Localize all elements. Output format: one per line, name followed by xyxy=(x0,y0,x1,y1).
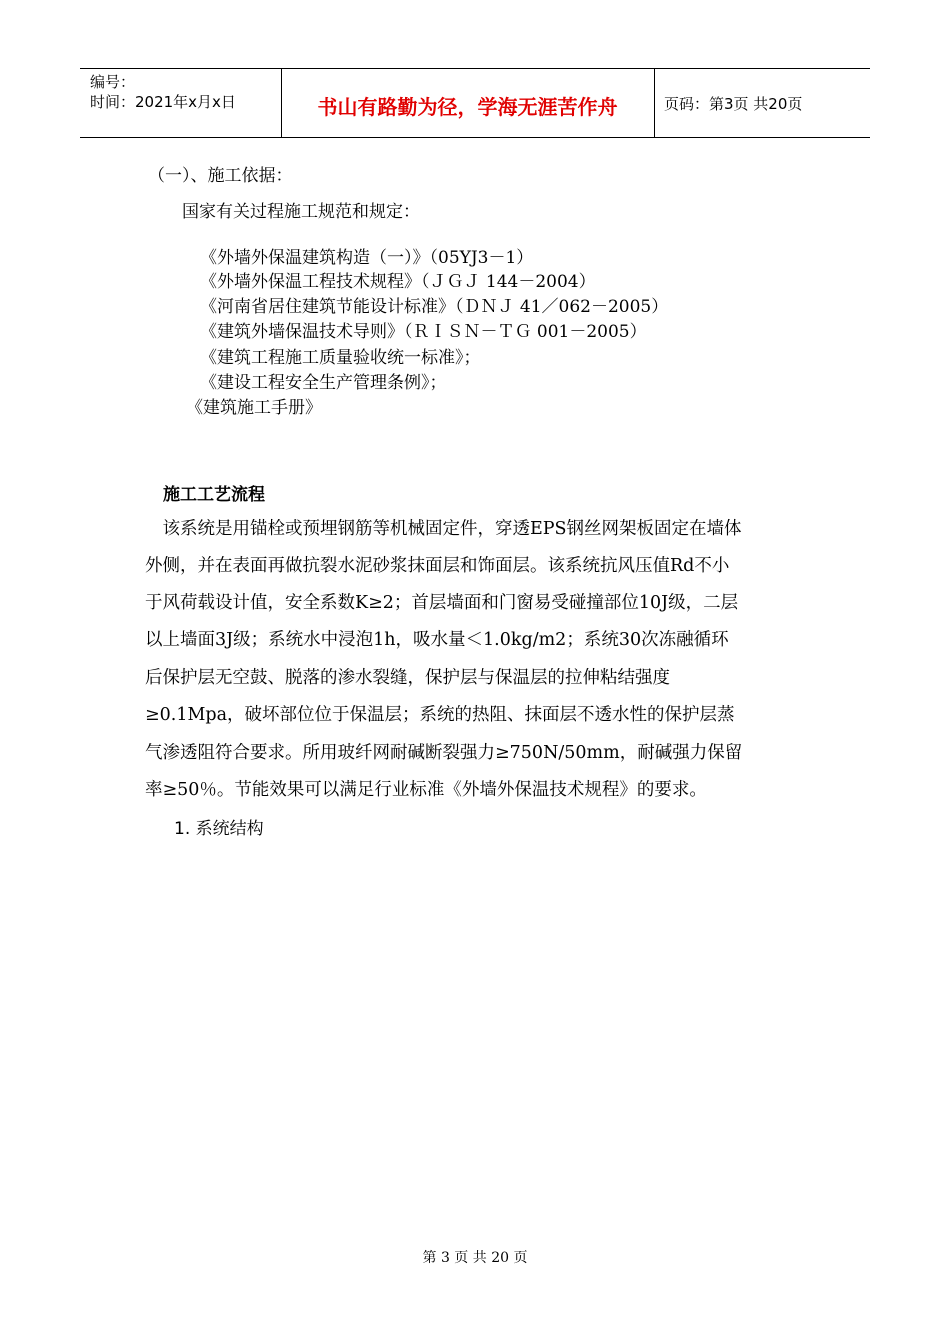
document-number-label: 编号： xyxy=(90,73,136,91)
structure-subheading: 1. 系统结构 xyxy=(174,819,264,839)
process-text-line: 该系统是用锚栓或预埋钢筋等机械固定件，穿透EPS钢丝网架板固定在墙体 xyxy=(145,519,742,539)
page-header xyxy=(80,68,870,138)
header-motto: 书山有路勤为径，学海无涯苦作舟 xyxy=(317,95,618,119)
reference-item: 《建筑施工手册》 xyxy=(186,398,322,418)
document-date-label: 时间：2021年x月x日 xyxy=(90,93,236,111)
reference-item: 《建设工程安全生产管理条例》； xyxy=(200,373,447,393)
process-text-line: ≥0.1Mpa，破坏部位位于保温层；系统的热阻、抹面层不透水性的保护层蒸 xyxy=(145,705,735,725)
process-text-line: 气渗透阻符合要求。所用玻纤网耐碱断裂强力≥750N/50mm，耐碱强力保留 xyxy=(145,743,743,763)
reference-item: 《河南省居住建筑节能设计标准》（ＤＮＪ 41／062－2005） xyxy=(200,297,669,317)
process-text-line: 后保护层无空鼓、脱落的渗水裂缝，保护层与保温层的拉伸粘结强度 xyxy=(145,668,670,688)
process-text-line: 以上墙面3J级；系统水中浸泡1h，吸水量＜1.0kg/m2；系统30次冻融循环 xyxy=(145,630,729,650)
header-page-cell xyxy=(655,69,870,137)
reference-item: 《外墙外保温工程技术规程》（ＪＧＪ 144－2004） xyxy=(200,272,596,292)
header-info-cell xyxy=(80,69,282,137)
basis-intro: 国家有关过程施工规范和规定： xyxy=(182,202,420,222)
basis-heading: （一）、施工依据： xyxy=(148,166,293,186)
reference-item: 《建筑工程施工质量验收统一标准》； xyxy=(200,348,481,368)
process-text-line: 于风荷载设计值，安全系数K≥2；首层墙面和门窗易受碰撞部位10J级，二层 xyxy=(145,593,739,613)
process-text-line: 外侧，并在表面再做抗裂水泥砂浆抹面层和饰面层。该系统抗风压值Rd不小 xyxy=(145,556,730,576)
process-text-line: 率≥50％。节能效果可以满足行业标准《外墙外保温技术规程》的要求。 xyxy=(145,780,707,800)
reference-item: 《建筑外墙保温技术导则》（ＲＩＳＮ－ＴＧ 001－2005） xyxy=(200,322,647,342)
reference-item: 《外墙外保温建筑构造（一）》（05YJ3－1） xyxy=(200,248,534,268)
header-motto-cell xyxy=(281,69,655,137)
page-footer: 第 3 页 共 20 页 xyxy=(422,1250,528,1266)
header-page-info: 页码：第3页 共20页 xyxy=(664,95,803,113)
process-heading: 施工工艺流程 xyxy=(163,485,265,505)
